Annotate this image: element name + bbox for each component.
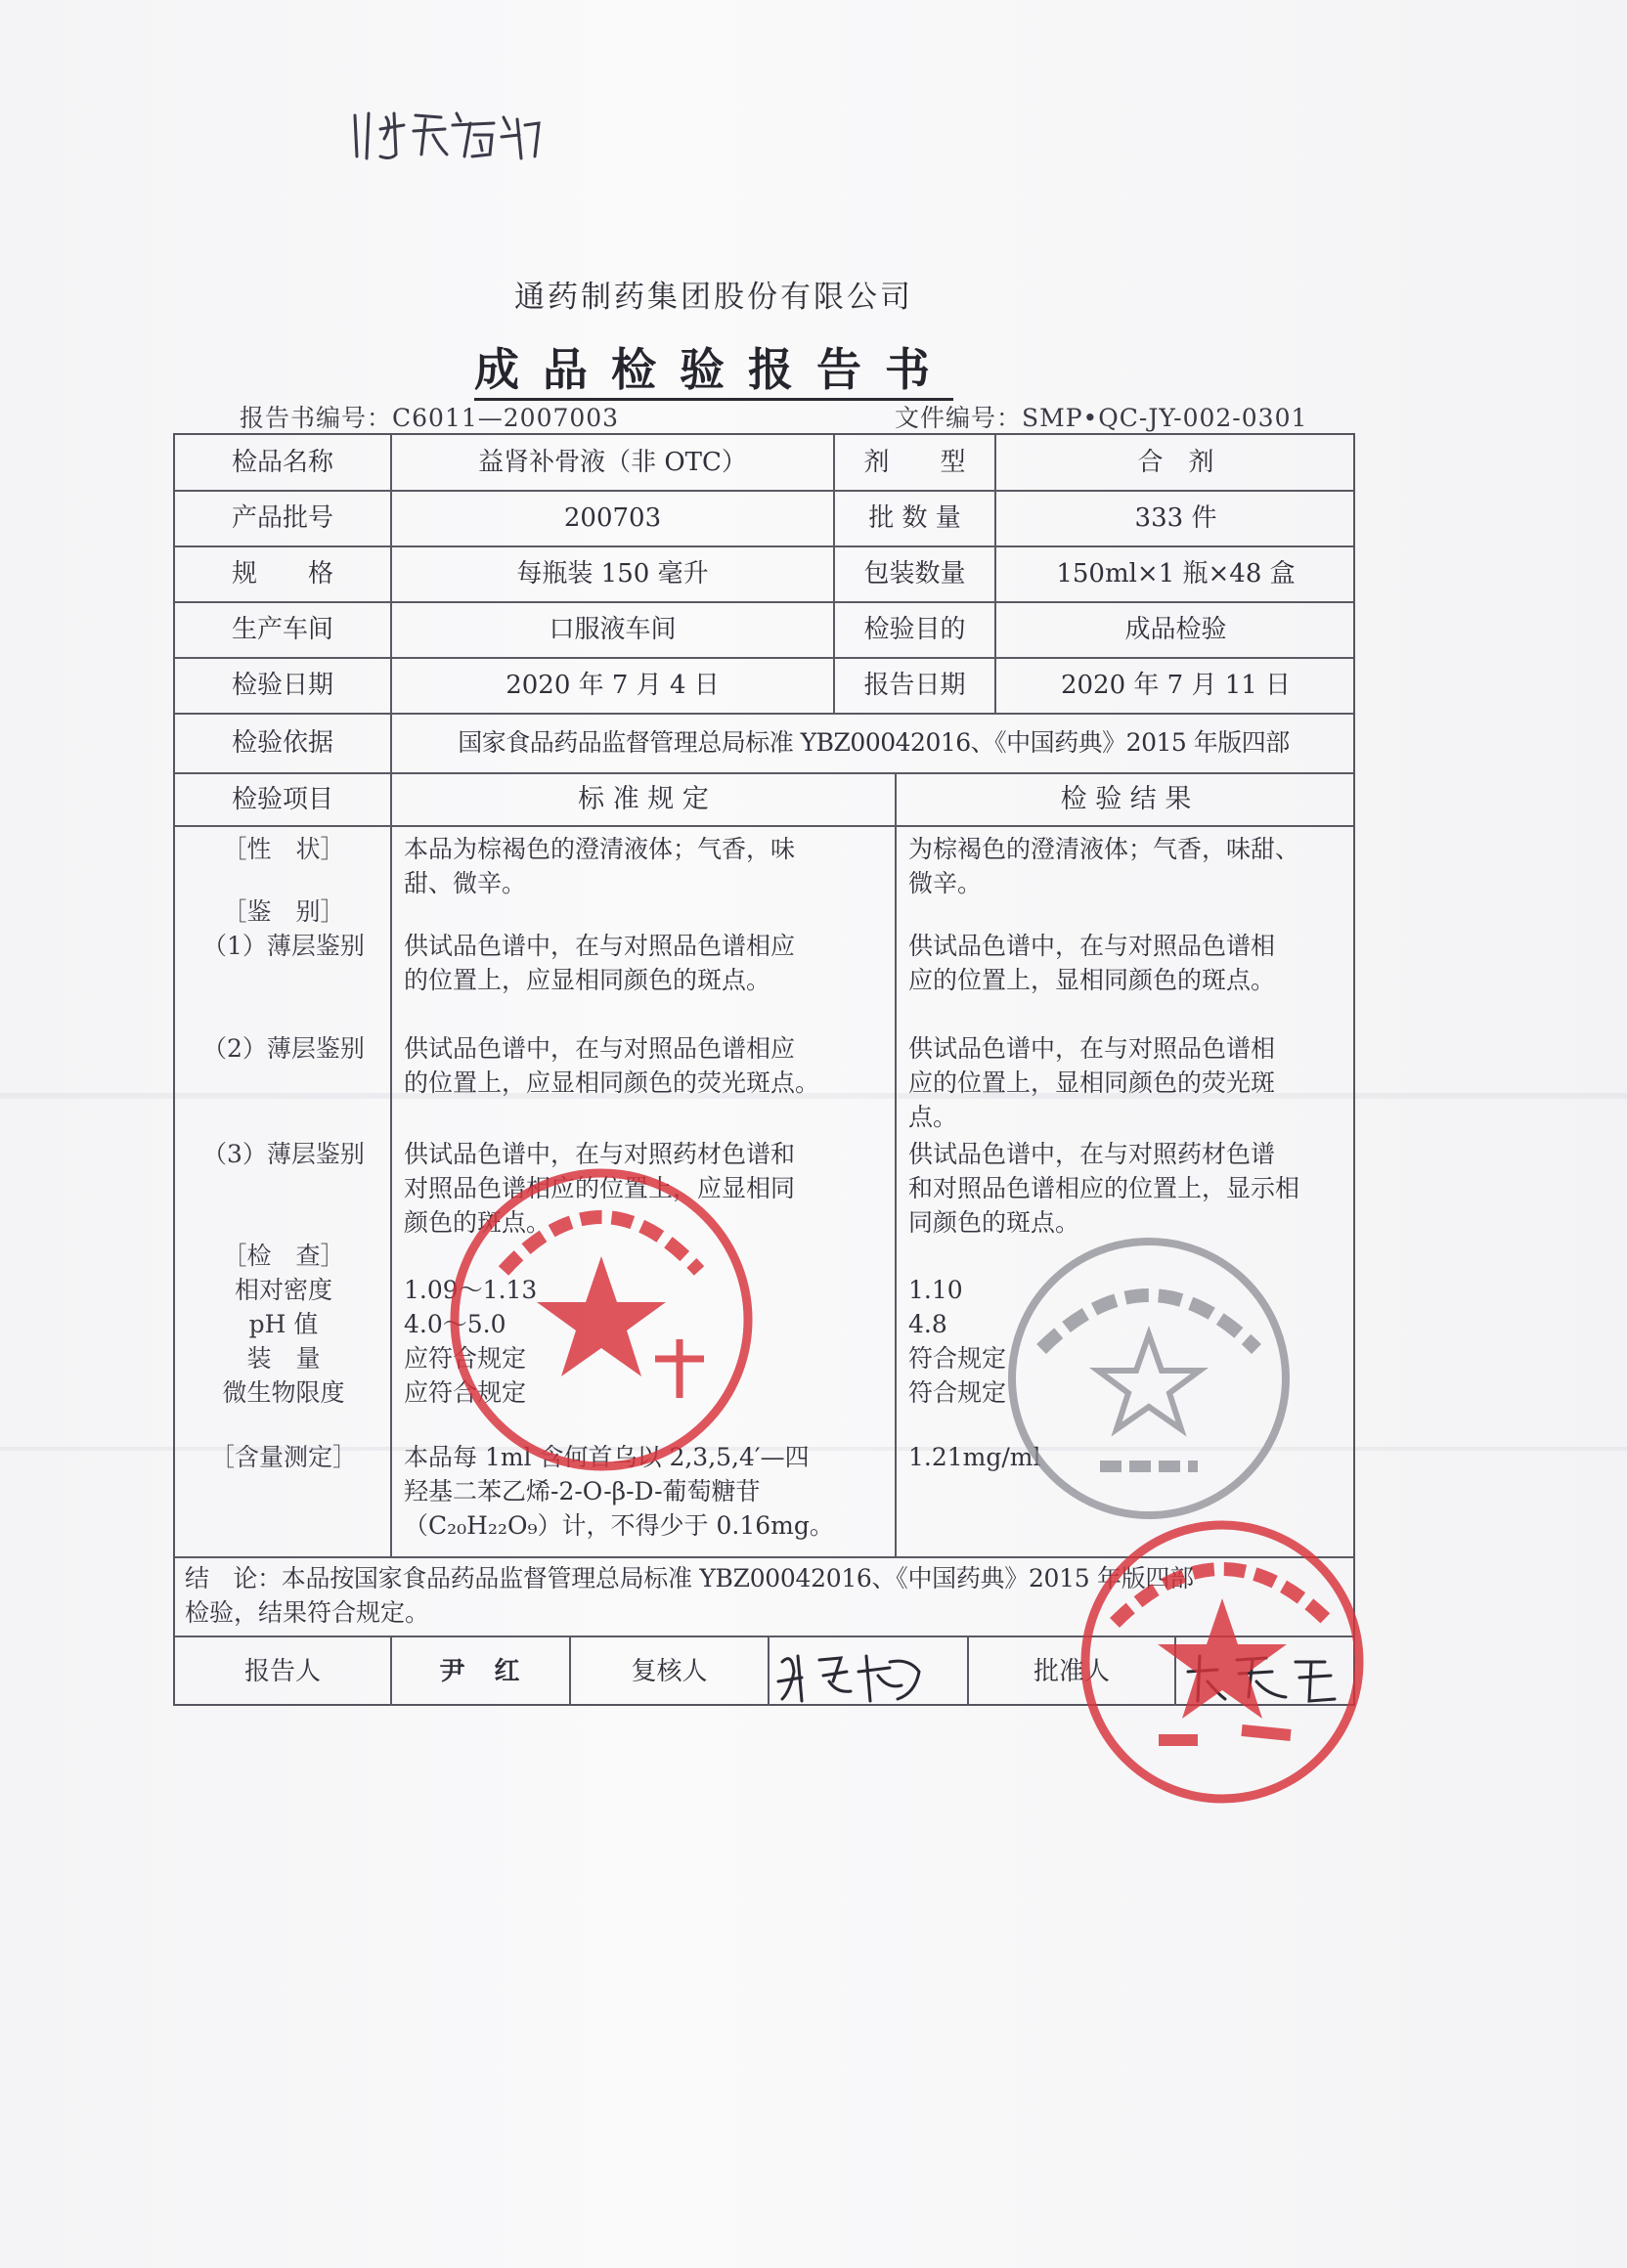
item-header: 检验项目 (231, 784, 333, 814)
reporter-name: 尹 红 (439, 1656, 522, 1686)
tlc1-label: （1）薄层鉴别 (202, 932, 365, 960)
assay-label: ［含量测定］ (209, 1443, 357, 1471)
fill-result: 符合规定 (908, 1344, 1007, 1373)
title-text: 成品检验报告书 (474, 343, 953, 401)
tlc2-label: （2）薄层鉴别 (202, 1034, 365, 1063)
tlc3-std: 供试品色谱中，在与对照药材色谱和 (404, 1140, 796, 1168)
tlc3-result: 同颜色的斑点。 (908, 1208, 1080, 1237)
appearance-std: 本品为棕褐色的澄清液体；气香，味 (404, 835, 796, 863)
tlc3-label: （3）薄层鉴别 (202, 1140, 365, 1168)
test-date-value: 2020 年 7 月 4 日 (506, 671, 720, 700)
fill-std: 应符合规定 (404, 1344, 527, 1373)
form-value: 合 剂 (1137, 448, 1214, 477)
tlc3-std: 对照品色谱相应的位置上，应显相同 (404, 1174, 796, 1202)
micro-result: 符合规定 (908, 1378, 1007, 1407)
assay-std: （C₂₀H₂₂O₉）计，不得少于 0.16mg。 (404, 1511, 834, 1540)
approver-label: 批准人 (1033, 1656, 1110, 1686)
ph-result: 4.8 (908, 1310, 947, 1338)
row-divider (175, 825, 1353, 827)
report-number: 报告书编号：C6011—2007003 (240, 404, 620, 432)
tlc2-std: 供试品色谱中，在与对照品色谱相应 (404, 1034, 796, 1063)
spec-value: 每瓶装 150 毫升 (516, 559, 709, 589)
basis-label: 检验依据 (231, 728, 333, 758)
batch-value: 200703 (563, 503, 662, 533)
purpose-label: 检验目的 (863, 615, 966, 644)
micro-std: 应符合规定 (404, 1378, 527, 1407)
assay-result: 1.21mg/ml (908, 1443, 1041, 1471)
file-number: 文件编号：SMP•QC-JY-002-0301 (895, 404, 1308, 432)
tlc1-result: 应的位置上，显相同颜色的斑点。 (908, 966, 1276, 994)
reviewer-label: 复核人 (631, 1656, 708, 1686)
tlc2-result: 点。 (908, 1103, 958, 1131)
assay-std: 本品每 1ml 含何首乌以 2,3,5,4′—四 (404, 1443, 810, 1471)
reviewer-signature (772, 1642, 968, 1711)
tlc2-result: 应的位置上，显相同颜色的荧光斑 (908, 1069, 1276, 1097)
test-date-label: 检验日期 (231, 671, 333, 700)
gray-quality-seal (992, 1222, 1305, 1535)
col-divider (768, 1636, 770, 1706)
tlc2-std: 的位置上，应显相同颜色的荧光斑点。 (404, 1069, 820, 1097)
col-divider (895, 772, 897, 1556)
basis-value: 国家食品药品监督管理总局标准 YBZ00042016、《中国药典》2015 年版四部 (458, 728, 1290, 757)
package-value: 150ml×1 瓶×48 盒 (1056, 559, 1296, 589)
ph-std: 4.0～5.0 (404, 1310, 506, 1338)
red-quality-seal (1066, 1505, 1379, 1818)
appearance-std: 甜、微辛。 (404, 869, 527, 897)
appearance-result: 为棕褐色的澄清液体；气香，味甜、 (908, 835, 1300, 863)
density-std: 1.09～1.13 (404, 1276, 538, 1304)
tlc3-result: 供试品色谱中，在与对照药材色谱 (908, 1140, 1276, 1168)
standard-header: 标 准 规 定 (578, 783, 709, 814)
appearance-label: ［性 状］ (222, 835, 345, 863)
handwritten-note (347, 96, 543, 174)
check-label: ［检 查］ (222, 1242, 345, 1270)
report-date-label: 报告日期 (863, 671, 966, 700)
conclusion: 结 论：本品按国家食品药品监督管理总局标准 YBZ00042016、《中国药典》2015 年版四部 (185, 1564, 1194, 1592)
reporter-label: 报告人 (243, 1656, 321, 1686)
form-label: 剂 型 (863, 448, 966, 477)
quantity-value: 333 件 (1134, 503, 1217, 533)
tlc1-std: 的位置上，应显相同颜色的斑点。 (404, 966, 771, 994)
tlc2-result: 供试品色谱中，在与对照品色谱相 (908, 1034, 1276, 1063)
tlc3-std: 颜色的斑点。 (404, 1208, 551, 1237)
red-company-seal (435, 1154, 768, 1486)
identification-label: ［鉴 别］ (222, 897, 345, 926)
product-name-value: 益肾补骨液（非 OTC） (478, 448, 747, 477)
result-header: 检 验 结 果 (1060, 783, 1192, 814)
package-label: 包装数量 (863, 559, 966, 589)
purpose-value: 成品检验 (1124, 615, 1227, 644)
appearance-result: 微辛。 (908, 869, 983, 897)
quantity-label: 批 数 量 (868, 503, 961, 533)
tlc1-std: 供试品色谱中，在与对照品色谱相应 (404, 932, 796, 960)
micro-label: 微生物限度 (222, 1378, 345, 1407)
report-date-value: 2020 年 7 月 11 日 (1060, 671, 1292, 700)
tlc3-result: 和对照品色谱相应的位置上，显示相 (908, 1174, 1300, 1202)
workshop-value: 口服液车间 (549, 615, 677, 644)
density-label: 相对密度 (234, 1276, 332, 1304)
density-result: 1.10 (908, 1276, 963, 1304)
spec-label: 规 格 (231, 559, 333, 589)
assay-std: 羟基二苯乙烯-2-O-β-D-葡萄糖苷 (404, 1477, 761, 1505)
company-name: 通药制药集团股份有限公司 (514, 280, 913, 315)
page-title (0, 334, 1428, 399)
product-name-label: 检品名称 (231, 448, 333, 477)
batch-label: 产品批号 (231, 503, 333, 533)
fill-label: 装 量 (246, 1344, 321, 1373)
conclusion: 检验，结果符合规定。 (185, 1598, 430, 1627)
tlc1-result: 供试品色谱中，在与对照品色谱相 (908, 932, 1276, 960)
workshop-label: 生产车间 (231, 615, 333, 644)
ph-label: pH 值 (248, 1310, 319, 1338)
